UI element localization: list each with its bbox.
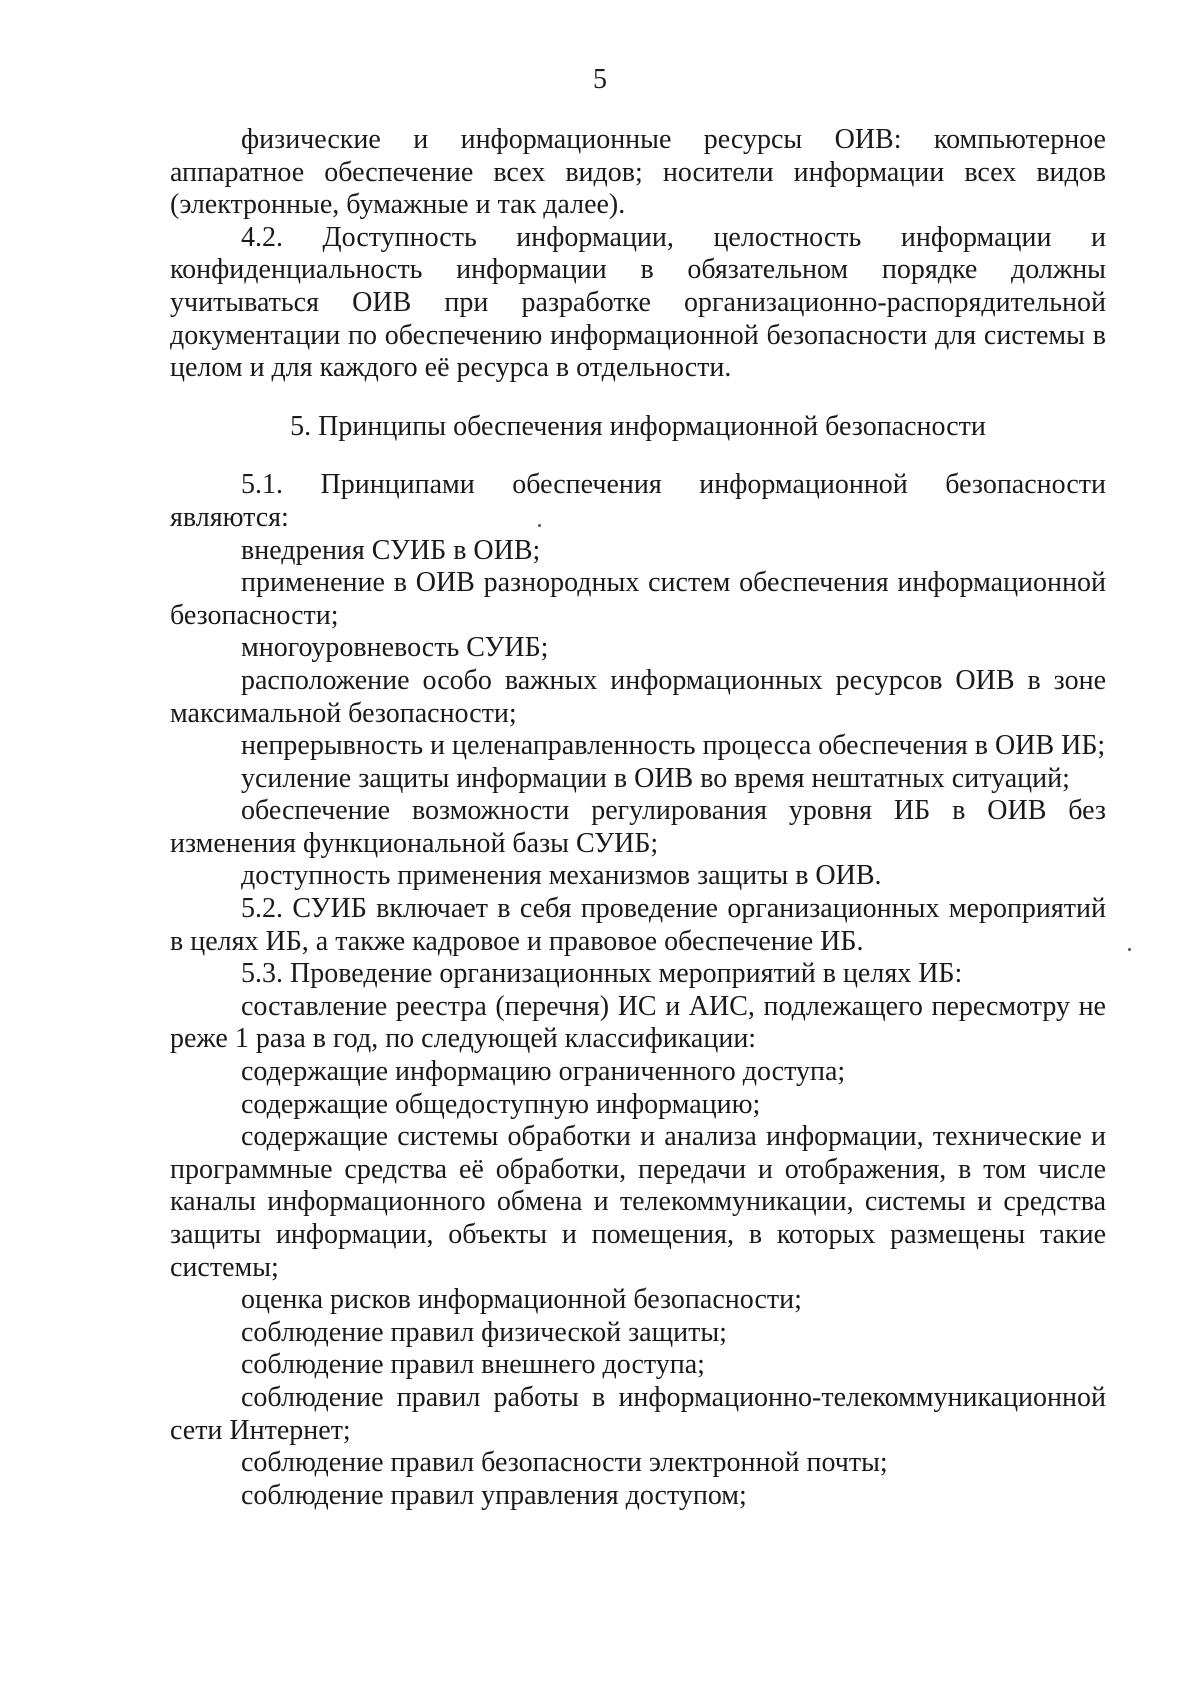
list-item: соблюдение правил внешнего доступа; — [241, 1349, 705, 1381]
list-item: соблюдение правил физической защиты; — [241, 1316, 727, 1348]
paragraph: 5.1. Принципами обеспечения информационной безопасности являются: — [170, 469, 1106, 533]
paragraph: физические и информационные ресурсы ОИВ: компьютерное аппаратное обеспечение всех видов; носители информации всех видов (электронные, бумажные и так далее). — [170, 124, 1106, 221]
list-item: применение в ОИВ разнородных систем обеспечения информационной безопасности; — [170, 567, 1106, 631]
list-item: усиление защиты информации в ОИВ во время нештатных ситуаций; — [241, 762, 1070, 794]
paragraph: 4.2. Доступность информации, целостность информации и конфиденциальность информации в обязательном порядке должны учитываться ОИВ при разработке организационно-распорядительной документации по обеспечению информационной безопасности для системы в целом и для каждого её ресурса в отдельности. — [170, 221, 1106, 384]
list-item: соблюдение правил безопасности электронной почты; — [241, 1447, 888, 1479]
list-item: обеспечение возможности регулирования уровня ИБ в ОИВ без изменения функциональной базы СУИБ; — [170, 795, 1106, 859]
list-item: внедрения СУИБ в ОИВ; — [241, 534, 541, 566]
page-number: 5 — [593, 64, 607, 95]
list-item: соблюдение правил управления доступом; — [241, 1479, 747, 1511]
list-item: оценка рисков информационной безопасности; — [241, 1284, 802, 1316]
list-item: непрерывность и целенаправленность процесса обеспечения в ОИВ ИБ; — [241, 730, 1106, 762]
scan-speck — [1128, 948, 1131, 951]
scan-speck — [538, 524, 541, 527]
list-item: расположение особо важных информационных ресурсов ОИВ в зоне максимальной безопасности; — [170, 664, 1106, 729]
paragraph: 5.3. Проведение организационных мероприятий в целях ИБ: — [241, 958, 963, 990]
list-item: содержащие информацию ограниченного доступа; — [241, 1056, 846, 1088]
list-item: многоуровневость СУИБ; — [241, 632, 549, 664]
list-item: доступность применения механизмов защиты в ОИВ. — [241, 860, 882, 892]
section-heading: 5. Принципы обеспечения информационной безопасности — [290, 410, 986, 442]
document-body — [170, 124, 1106, 1512]
list-item: содержащие общедоступную информацию; — [241, 1088, 761, 1120]
list-item: содержащие системы обработки и анализа информации, технические и программные средства её обработки, передачи и отображения, в том числе каналы информационного обмена и телекоммуникации, системы и средства защиты информации, объекты и помещения, в которых размещены такие системы; — [170, 1121, 1106, 1283]
list-item: соблюдение правил работы в информационно-телекоммуникационной сети Интернет; — [170, 1381, 1106, 1446]
list-item: составление реестра (перечня) ИС и АИС, подлежащего пересмотру не реже 1 раза в год, по следующей классификации: — [170, 990, 1106, 1055]
paragraph: 5.2. СУИБ включает в себя проведение организационных мероприятий в целях ИБ, а также кадровое и правовое обеспечение ИБ. — [170, 893, 1106, 957]
